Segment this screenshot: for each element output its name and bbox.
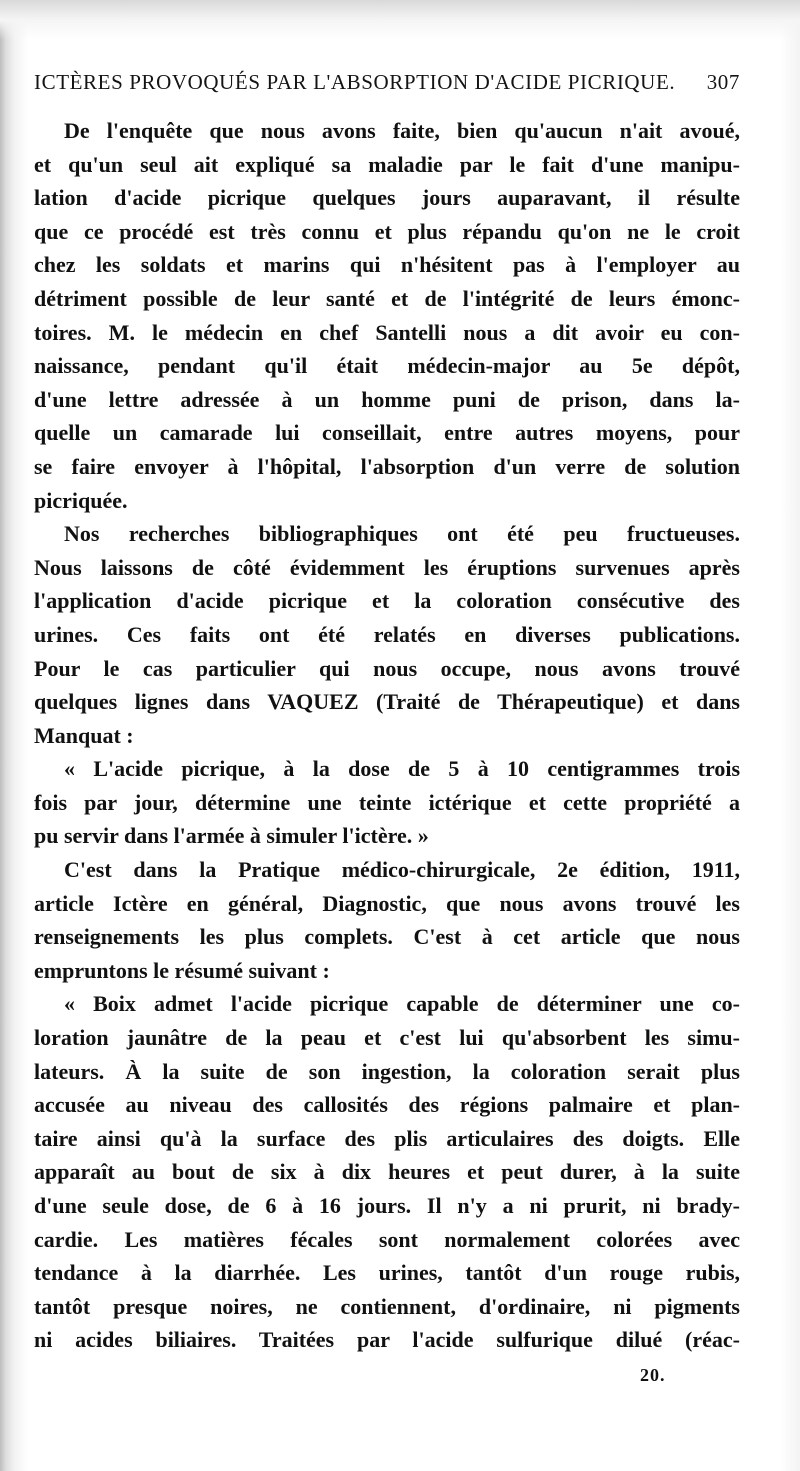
text-line: empruntons le résumé suivant :	[34, 957, 330, 983]
text-line: Pour le cas particulier qui nous occupe, nous avons trouvé	[34, 655, 740, 681]
quote-line: « L'acide picrique, à la dose de 5 à 10 centigrammes trois	[64, 756, 740, 782]
text-line: et qu'un seul ait expliqué sa maladie par le fait d'une manipu-	[34, 151, 740, 177]
running-header	[34, 70, 740, 106]
text-line: détriment possible de leur santé et de l'intégrité de leurs émonc-	[34, 285, 740, 311]
quote-line: taire ainsi qu'à la surface des plis articulaires des doigts. Elle	[34, 1125, 740, 1151]
page-number: 307	[706, 70, 740, 94]
text-line: Nos recherches bibliographiques ont été peu fructueuses.	[64, 521, 740, 547]
text-line: Nous laissons de côté évidemment les éruptions survenues après	[34, 554, 740, 580]
text-line: renseignements les plus complets. C'est à cet article que nous	[34, 924, 740, 950]
page-top-shadow	[0, 0, 800, 40]
text-line: picriquée.	[34, 487, 128, 513]
quote-line: ni acides biliaires. Traitées par l'acide sulfurique dilué (réac-	[34, 1327, 740, 1353]
text-line: se faire envoyer à l'hôpital, l'absorption d'un verre de solution	[34, 453, 740, 479]
text-line: l'application d'acide picrique et la coloration consécutive des	[34, 588, 740, 614]
text-line: article Ictère en général, Diagnostic, que nous avons trouvé les	[34, 890, 740, 916]
text-line: quelques lignes dans VAQUEZ (Traité de Thérapeutique) et dans	[34, 689, 740, 715]
text-line: d'une lettre adressée à un homme puni de prison, dans la-	[34, 386, 740, 412]
quote-line: d'une seule dose, de 6 à 16 jours. Il n'y a ni prurit, ni brady-	[34, 1193, 740, 1218]
text-line: naissance, pendant qu'il était médecin-major au 5e dépôt,	[34, 353, 740, 379]
text-line: C'est dans la Pratique médico-chirurgicale, 2e édition, 1911,	[64, 857, 740, 883]
text-line: De l'enquête que nous avons faite, bien qu'aucun n'ait avoué,	[64, 118, 740, 143]
signature-mark: 20.	[640, 1365, 666, 1385]
text-line: chez les soldats et marins qui n'hésitent pas à l'employer au	[34, 252, 740, 278]
quote-line: apparaît au bout de six à dix heures et peut durer, à la suite	[34, 1159, 740, 1185]
quote-line: cardie. Les matières fécales sont normalement colorées avec	[34, 1226, 740, 1252]
quote-line: fois par jour, détermine une teinte ictérique et cette propriété a	[34, 789, 740, 815]
quote-line: « Boix admet l'acide picrique capable de déterminer une co-	[64, 991, 740, 1017]
quote-line: tendance à la diarrhée. Les urines, tantôt d'un rouge rubis,	[34, 1260, 740, 1286]
body-text	[34, 114, 740, 1357]
quote-line: loration jaunâtre de la peau et c'est lui qu'absorbent les simu-	[34, 1025, 740, 1051]
text-line: toires. M. le médecin en chef Santelli nous a dit avoir eu con-	[34, 319, 740, 345]
text-line: quelle un camarade lui conseillait, entre autres moyens, pour	[34, 420, 740, 446]
text-line: urines. Ces faits ont été relatés en diverses publications.	[34, 621, 740, 647]
text-line: Manquat :	[34, 722, 134, 748]
running-title: ICTÈRES PROVOQUÉS PAR L'ABSORPTION D'ACIDE PICRIQUE.	[34, 70, 676, 94]
quote-line: accusée au niveau des callosités des régions palmaire et plan-	[34, 1092, 740, 1118]
text-line: que ce procédé est très connu et plus répandu qu'on ne le croit	[34, 218, 740, 244]
text-line: lation d'acide picrique quelques jours auparavant, il résulte	[34, 185, 740, 211]
quote-line: tantôt presque noires, ne contiennent, d'ordinaire, ni pigments	[34, 1293, 740, 1319]
quote-line: pu servir dans l'armée à simuler l'ictère. »	[34, 823, 429, 849]
quote-line: lateurs. À la suite de son ingestion, la coloration serait plus	[34, 1058, 740, 1084]
